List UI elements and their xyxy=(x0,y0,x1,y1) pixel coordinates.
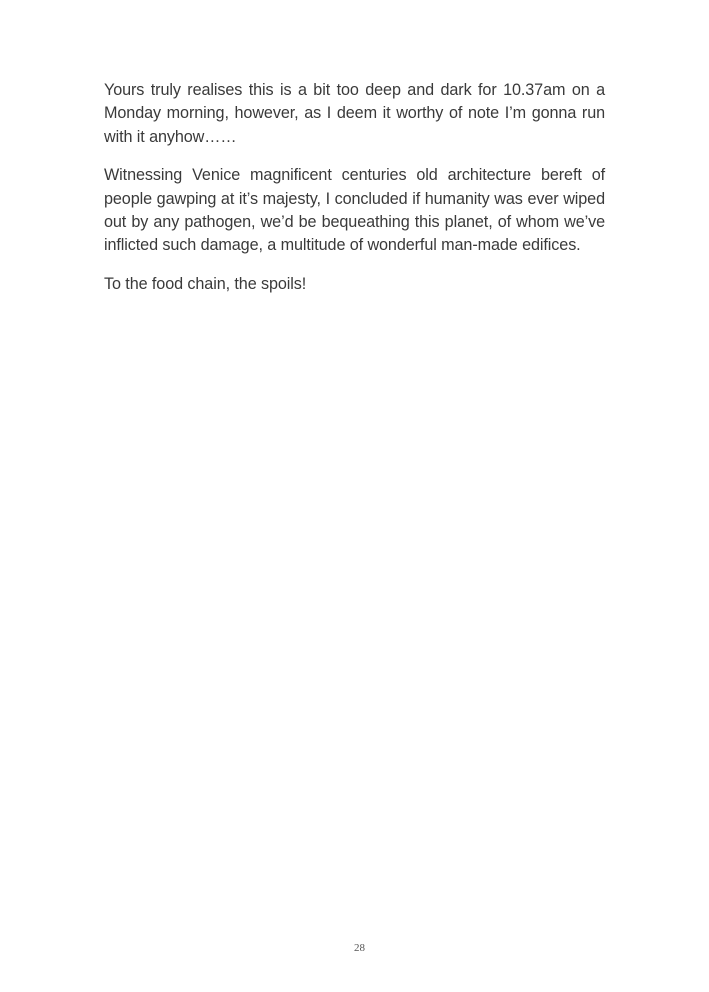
body-text xyxy=(104,79,605,311)
page-number: 28 xyxy=(354,942,365,954)
paragraph-2: Witnessing Venice magnificent centuries old architecture bereft of people gawping at it’s majesty, I concluded if humanity was ever wiped out by any pathogen, we’d be bequeathing this planet, of whom we’ve inflicted such damage, a multitude of wonderful man-made edifices. xyxy=(104,166,605,255)
paragraph-1: Yours truly realises this is a bit too deep and dark for 10.37am on a Monday morning, however, as I deem it worthy of note I’m gonna run with it anyhow…… xyxy=(104,81,605,146)
paragraph-3: To the food chain, the spoils! xyxy=(104,274,307,293)
